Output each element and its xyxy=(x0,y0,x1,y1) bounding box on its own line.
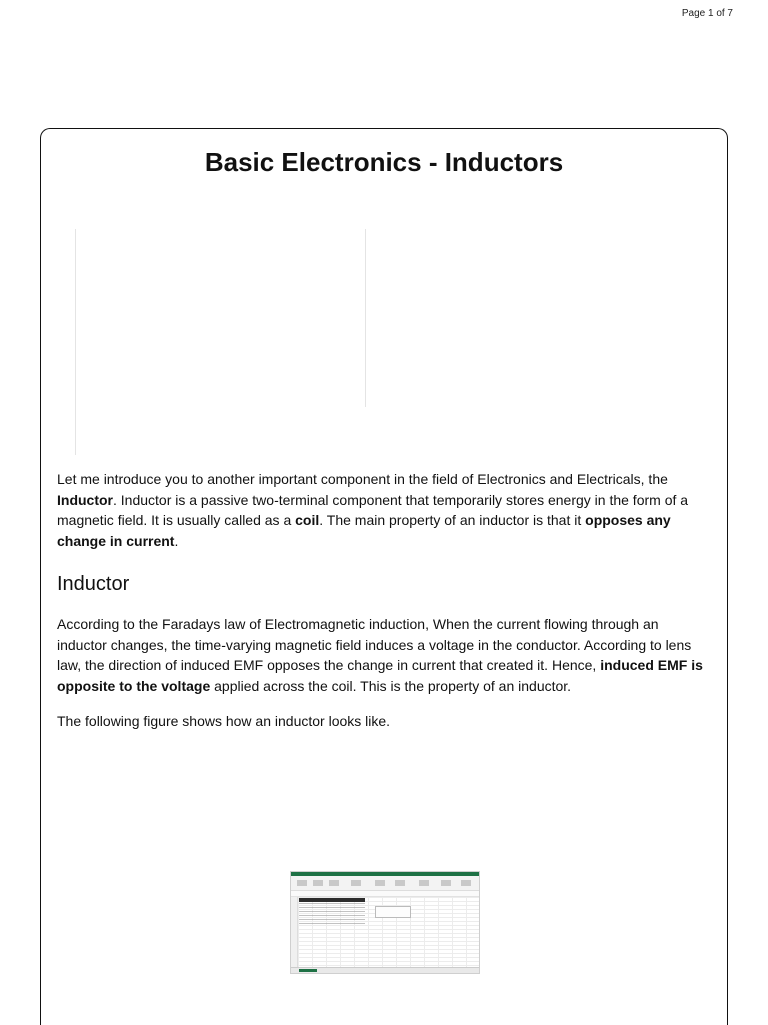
image-placeholder-left-edge xyxy=(75,229,76,455)
article-title: Basic Electronics - Inductors xyxy=(204,147,564,177)
intro-text-2: . Inductor is a passive two-terminal component that temporarily stores energy in the form of a magnetic field. It is usually called as a xyxy=(57,491,689,529)
intro-paragraph xyxy=(57,469,703,551)
thumbnail-table-rows xyxy=(299,903,365,925)
intro-bold-opposes: opposes any change in current xyxy=(57,512,671,549)
section-heading: Inductor xyxy=(57,573,130,595)
faraday-paragraph xyxy=(57,614,703,696)
thumbnail-lookup-box xyxy=(375,906,411,918)
intro-text-4: . xyxy=(174,532,179,549)
intro-text-1: Let me introduce you to another important component in the field of Electronics and Electricals, the xyxy=(57,471,668,487)
image-placeholder-right-edge xyxy=(365,229,366,407)
thumbnail-table-header xyxy=(299,898,365,902)
intro-text-3: . The main property of an inductor is that it xyxy=(319,512,586,529)
thumbnail-ribbon xyxy=(291,876,479,891)
thumbnail-sheet-tabs xyxy=(291,967,479,973)
thumbnail-row-headers xyxy=(291,897,298,968)
figure-intro-text: The following figure shows how an inductor looks like. xyxy=(57,713,391,729)
intro-bold-inductor: Inductor xyxy=(57,491,113,508)
faraday-text-1: According to the Faradays law of Electromagnetic induction, When the current flowing through an inductor changes, the time-varying magnetic field induces a voltage in the conductor. According to lens law, the direction of induced EMF opposes the change in current that created it. Hence, xyxy=(57,616,692,674)
faraday-text-2: applied across the coil. This is the property of an inductor. xyxy=(210,677,572,694)
figure-intro-paragraph xyxy=(57,711,703,732)
intro-bold-coil: coil xyxy=(295,512,320,529)
page-indicator: Page 1 of 7 xyxy=(681,8,733,19)
faraday-bold-emf: induced EMF is opposite to the voltage xyxy=(57,657,703,694)
spreadsheet-thumbnail xyxy=(290,871,480,974)
